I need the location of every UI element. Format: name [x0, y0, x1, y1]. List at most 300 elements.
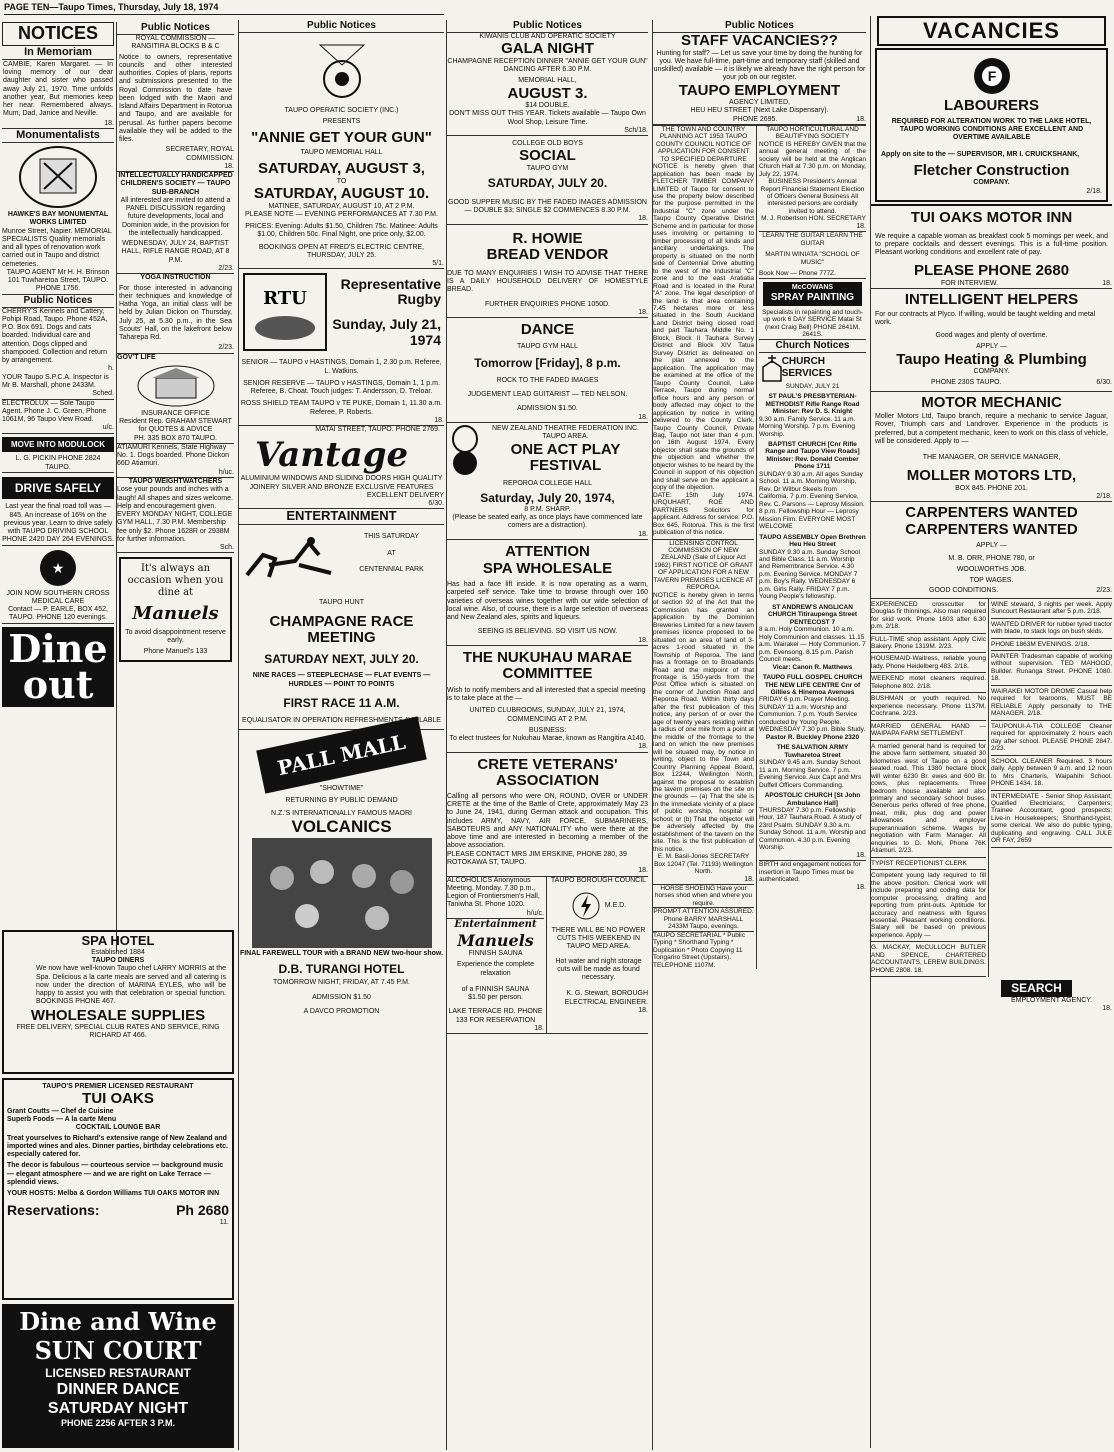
spa-wholesale-text: Has had a face lift inside. It is now operating as a warm, carpeted self service. Take time to browse through over 160 varieties of overseas wines together with our wide selection of local wine. Also, of course, there is a large selection of overseas and New Zealand ales, spirits and liqueurs.	[447, 581, 648, 622]
dinewine-line2: SUN COURT	[34, 1335, 202, 1365]
monument-crest-icon	[18, 145, 98, 209]
apostolic-ref: 18.	[759, 852, 866, 861]
yoga-ref: 2/23.	[117, 344, 234, 353]
left-classified-item: HOUSEMAID-Waitress, reliable young lady. Phone Heidelberg 483. 2/18.	[871, 653, 986, 673]
col6-classifieds	[871, 599, 1112, 978]
social-supper: GOOD SUPPER MUSIC BY THE FADED IMAGES ADMISSION — DOUBLE $3; SINGLE $2 COMMENCES 8.30 P.M.	[448, 198, 647, 215]
race-at: AT	[387, 549, 396, 557]
lake-terrace-ref: 18.	[534, 1024, 544, 1032]
tui-superb: Superb Foods — A la carte Menu	[7, 1116, 117, 1123]
vantage-addr: MATAI STREET, TAUPO. PHONE 2769.	[315, 426, 440, 434]
tui-premier: TAUPO'S PREMIER LICENSED RESTAURANT	[42, 1083, 194, 1090]
seeing: SEEING IS BELIEVING. SO VISIT US NOW.	[477, 628, 618, 636]
handicapped-date: WEDNESDAY, JULY 24, BAPTIST HALL, RIFLE RANGE ROAD, AT 8 P.M.	[121, 240, 230, 264]
handicapped-title: INTELLECTUALLY HANDICAPPED CHILDREN'S SOCIETY — TAUPO SUB-BRANCH	[118, 172, 233, 196]
heating-company: COMPANY.	[973, 368, 1010, 376]
gospel: TAUPO FULL GOSPEL CHURCH THE NEW LIFE CENTRE Cnr of Gillies & Hinemoa Avenues	[762, 674, 863, 696]
carp-apply: APPLY —	[976, 542, 1007, 550]
right-classified-item: INTERMEDIATE - Senior Shop Assistant; Qualified Electricians; Carpenters; Trainee Accountant, good prospects; Live-in Housekeepers; Shorthand-typist, some clerical. We also do public typing, duplicating and engraving. CALL JULE OR FAY, 2659	[991, 791, 1112, 848]
finnish-sauna: FINNISH SAUNA	[468, 950, 523, 958]
col6-classifieds-left	[871, 599, 989, 978]
bread-enquiries: FURTHER ENQUIRIES PHONE 1050D.	[484, 300, 611, 308]
fletcher-logo-icon	[972, 56, 1012, 96]
gala-ref: Sch/18.	[447, 127, 648, 136]
rugby-senior: SENIOR — TAUPO v HASTINGS, Domain 1, 2.30 p.m. Referee, L. Watkins.	[241, 359, 442, 375]
winiata: MARTIN WINIATA "SCHOOL OF MUSIC"	[765, 251, 860, 266]
race-hunt: TAUPO HUNT	[319, 599, 364, 607]
handicapped-text: All interested are invited to attend a PANEL DISCUSSION regarding future developments, local and Dominion wide, in the provision for the intellectually handicapped.	[120, 196, 231, 237]
guitar: LEARN THE GUITAR LEARN THE GUITAR	[762, 232, 863, 247]
race-sat-next: SATURDAY NEXT, JULY 20.	[264, 651, 419, 666]
public-notices-title: Public Notices	[2, 295, 114, 308]
royal-title: ROYAL COMMISSION — RANGITIRA BLOCKS B & C	[131, 35, 220, 51]
monument-name: HAWKE'S BAY MONUMENTAL WORKS LIMITED	[7, 211, 109, 227]
birth-notice: BIRTH and engagement notices for insertion in Taupo Times must be authenticated.	[759, 861, 861, 884]
spa-hotel-ad	[2, 930, 234, 1074]
rugby-date: Sunday, July 21, 1974	[332, 316, 441, 348]
social-date: SATURDAY, JULY 20.	[487, 176, 608, 191]
heating-phone: PHONE 230S TAUPO.	[931, 379, 1002, 387]
labourers: LABOURERS	[943, 97, 1039, 115]
theatre-header	[447, 423, 648, 477]
column-1	[2, 22, 114, 822]
show-please-note: PLEASE NOTE — EVENING PERFORMANCES AT 7.30 P.M.	[245, 210, 438, 218]
insurance-title: INSURANCE OFFICE	[141, 409, 210, 417]
royal-text: Notice to owners, representative councils and other interested authorities. Copies of plans, reports and submissions presented to the Royal Commission to date have been lodged with the Maori and Island Affairs Department in Rotorua and Taupo, and are available for perusal. As further papers become available they will be added to the files.	[119, 53, 232, 143]
column-5	[652, 20, 866, 1450]
drive-text: Last year the final road toll was — 845. An increase of 16% on the previous year. Learn to drive safely with TAUPO DRIVING SCHOOL PHONE 2420 DAY 264 EVENINGS.	[2, 503, 114, 545]
carp-top-wages: TOP WAGES.	[969, 577, 1014, 585]
town-date: DATE: 15th July 1974. URQUHART, ROE AND PARTNERS Solicitors for applicant. Address for service: P.O. Box 645, Rotorua. This is the first publication of this notice.	[653, 491, 754, 537]
med-block	[549, 891, 648, 921]
col5-left	[653, 126, 757, 969]
spa-established: Established 1884	[91, 948, 145, 956]
carpenters-2: CARPENTERS WANTED	[905, 520, 1078, 538]
rugby-title: Representative Rugby	[340, 275, 441, 307]
left-classified-item: MARRIED GENERAL HAND — WAIPAPA FARM SETTLEMENT	[871, 721, 986, 741]
crete-contact: PLEASE CONTACT MRS JIM ERSKINE, PHONE 280, 39 ROTOKAWA ST, TAUPO.	[447, 850, 627, 866]
atiamuri-notice: ATIAMURI Kennels, State Highway No. 1. Dogs boarded. Phone Dickon 66D Atiamuri.	[117, 443, 230, 468]
column-6	[870, 16, 1112, 1448]
tui-ref: 11.	[219, 1219, 229, 1227]
turangi-admission: ADMISSION $1.50	[312, 993, 371, 1001]
st-pauls-text: 9.30 a.m. Family Service. 11 a.m. Morning Worship. 7 p.m. Evening Worship.	[759, 415, 856, 438]
rugby-reserve: SENIOR RESERVE — TAUPO v HASTINGS, Domain 1, 1 p.m. Referee, B. Choat. Touch judges: T. Andersson, D. Treloar.	[243, 379, 440, 396]
play-eight: 8 P.M. SHARP.	[524, 505, 571, 513]
horse-shoeing: HORSE SHOEING Have your horses shod when and where you require.	[654, 885, 753, 907]
gala-night: GALA NIGHT	[501, 40, 594, 58]
assembly-text: SUNDAY 9.30 a.m. Sunday School and Bible Class. 11 a.m. Worship and Remembrance Service. 4.30 p.m. Evening Service. MONDAY 7 p.m. Boy's Rally. WEDNESDAY 6 p.m. Girls Rally. FRIDAY 7 p.m. Young People's fellowship.	[759, 548, 860, 601]
fletcher-company: COMPANY.	[973, 179, 1010, 187]
church-icon	[759, 353, 782, 383]
assembly: TAUPO ASSEMBLY Open Brethren Heu Heu Street	[759, 533, 866, 549]
apostolic: APOSTOLIC CHURCH [St John Ambulance Hall]	[764, 792, 861, 807]
right-classified-item: PHONE 1863M EVENINGS. 2/18.	[991, 639, 1112, 651]
in-memoriam-text: CAMBIE, Karen Margaret. — In loving memory of our dear daughter and sister who passed away July 21, 1970. Time unfolds another year, But memories keep her near. Remembered always. Mum, Dad, Janice and Neville.	[3, 60, 113, 118]
col3-header: Public Notices	[239, 20, 444, 33]
intelligent-text: For our contracts at Plyco. If willing, would be taught welding and metal work.	[875, 310, 1096, 326]
one-act: ONE ACT PLAY FESTIVAL	[510, 440, 621, 475]
staff-phone: PHONE 2695.	[733, 115, 778, 123]
wholesale-text: FREE DELIVERY, SPECIAL CLUB RATES AND SERVICE, RING RICHARD AT 466.	[16, 1023, 220, 1040]
svg-text:★: ★	[51, 559, 65, 576]
licensing-title: LICENSING CONTROL COMMISSION OF NEW ZEALAND (Sale of Liquor Act 1962) FIRST NOTICE OF GRANT OF APPLICATION FOR A NEW TAVERN PREMISES LICENCE AT REPOROA.	[653, 539, 754, 592]
nukuhau-united: UNITED CLUBROOMS, SUNDAY, JULY 21, 1974, COMMENCING AT 2 P.M.	[469, 707, 626, 723]
bread-ref: 18.	[447, 309, 648, 318]
med: M.E.D.	[604, 901, 627, 909]
annie-show: "ANNIE GET YOUR GUN"	[251, 128, 432, 146]
social: SOCIAL	[519, 147, 576, 165]
crete-text: Calling all persons who were ON, ROUND, OVER or UNDER CRETE at the time of the Battle of Crete, approximately May 23 to June 24, 1941, during German attack and occupation. This includes ARMY, NAVY, AIR FORCE, SUBMARINERS, SABOTEURS and ANY NATIONALITY who were there at the above time and are interested in becoming a member of the above association.	[447, 792, 648, 850]
tui-oaks-vacancy: TUI OAKS MOTOR INN	[871, 204, 1112, 227]
church-sunday: SUNDAY, JULY 21	[785, 382, 840, 390]
of-a: of a FINNISH SAUNA	[461, 985, 530, 993]
tui-decor: The decor is fabulous — courteous service — background music — elegant atmosphere — and we are right on Lake Terrace — splendid views.	[7, 1162, 224, 1186]
carp-good-cond: GOOD CONDITIONS.	[929, 587, 999, 595]
weightwatchers-title: TAUPO WEIGHTWATCHERS	[128, 478, 223, 486]
electrolux-notice: ELECTROLUX — Sole Taupo Agent. Phone J. C. Green, Phone 1061M, 96 Taupo View Road.	[2, 399, 107, 424]
taupo-heating: Taupo Heating & Plumbing	[896, 350, 1087, 368]
fletcher-ref: 2/18.	[1086, 187, 1102, 195]
spca-ref: Sched.	[2, 390, 114, 399]
govt-life-title: GOV'T LIFE	[117, 353, 156, 361]
birth-ref: 18.	[856, 883, 866, 891]
race-champagne: CHAMPAGNE RACE MEETING	[269, 612, 414, 647]
search-banner: SEARCH	[1001, 980, 1072, 996]
labourers-ad	[875, 48, 1108, 202]
entertainment-title: ENTERTAINMENT	[239, 509, 444, 525]
operatic-name: TAUPO OPERATIC SOCIETY (INC.)	[284, 107, 399, 114]
in-memoriam-title: In Memoriam	[2, 46, 114, 60]
show-date1: SATURDAY, AUGUST 3,	[258, 160, 425, 178]
cross-text: JOIN NOW SOUTHERN CROSS MEDICAL CARE	[6, 589, 110, 605]
salvation-text: SUNDAY 9.45 a.m. Sunday School. 11 a.m. Morning Service. 7 p.m. Evening Service. Aux Capt and Mrs Duffell Officers Commanding.	[759, 759, 862, 789]
nukuhau: THE NUKUHAU MARAE COMMITTEE	[462, 648, 633, 683]
licensing-sign: E. M. Basil-Jones SECRETARY Box 12047 (Tel. 71193) Wellington North.	[654, 853, 753, 876]
column-3	[238, 20, 444, 1450]
left-classified-item: A married general hand is required for the above farm settlement, situated 30 kilometres west of Taupo on a good sealed road. This 1380 hectare block will winter 6230 Br. ewes and 600 Br. cows, plus replacements. Three bedroom house available and also primary and secondary school buses. Generous perks offered of free phone, meat, milk, plus dog and power allowances and employer superannuation scheme. Wages by negotiation with Farm Manager. All enquiries to D. Mohi, Phone 76K Atiamuri. 2/23.	[871, 741, 986, 858]
pallmall-logo: PALL MALL	[256, 716, 427, 793]
play-please: (Please be seated early, as once plays have commenced late comers are a distraction).	[452, 514, 643, 530]
st-pauls: ST PAUL'S PRESBYTERIAN-METHODIST Rifle Range Road Minister: Rev D. S. Knight	[765, 393, 860, 416]
col5-split	[653, 126, 866, 969]
theatre-masks-icon	[447, 423, 483, 477]
spca-notice: YOUR Taupo S.P.C.A. Inspector is Mr B. Marshall, phone 2433M.	[2, 373, 109, 389]
stewart-ref: 18.	[638, 1006, 648, 1014]
cherrys-notice: CHERRY'S Kennels and Cattery, Pohipi Road, Taupo. Phone 452A, P.O. Box 691. Dogs and cats boarded. Individual care and attention. Dogs clipped and shampooed. Collection and return by arrangement.	[2, 307, 108, 365]
hort-sign: M. J. Robertson HON. SECRETARY	[761, 215, 866, 223]
tui-interview-row	[871, 280, 1112, 289]
dine-out-line2: out	[22, 661, 94, 707]
apply-heating: APPLY —	[976, 343, 1007, 351]
search-agency: EMPLOYMENT AGENCY.	[1010, 996, 1093, 1004]
weightwatchers-ref: Sch.	[117, 544, 234, 553]
column-4	[446, 20, 648, 1450]
borough-council: TAUPO BOROUGH COUNCIL	[550, 876, 647, 884]
monumentalists-title: Monumentalists	[2, 129, 114, 143]
mccowans-banner	[763, 282, 862, 306]
cross-contact: Contact — P. EARLE, BOX 452, TAUPO. PHONE 120 evenings.	[2, 606, 114, 624]
vantage-text: ALUMINIUM WINDOWS AND SLIDING DOORS HIGH QUALITY JOINERY SILVER AND BRONZE EXCLUSIVE FEATURES	[240, 475, 443, 491]
insurance-phone: PH. 335 BOX 870 TAUPO.	[117, 435, 234, 444]
dinewine-line5: SATURDAY NIGHT	[47, 1400, 189, 1418]
race-header	[239, 525, 444, 595]
theatre-title	[483, 425, 648, 475]
dance-ref: 18.	[447, 414, 648, 423]
rugby-title-block	[328, 277, 441, 349]
hort-ref: 18.	[759, 223, 866, 232]
col4-bottom	[447, 877, 648, 1035]
show-matinee: MATINEE, SATURDAY, AUGUST 10, AT 2 P.M.	[268, 202, 415, 210]
horticultural: TAUPO HORTICULTURAL AND BEAUTIFYING SOCIETY	[766, 125, 859, 141]
carp-orr: M. B. ORR, PHONE 780, or	[948, 554, 1035, 562]
left-classified-item: WEEKEND motel cleaners required. Telephone 802. 2/18.	[871, 673, 986, 693]
motor-mechanic: MOTOR MECHANIC	[921, 393, 1062, 411]
town-text: NOTICE is hereby given that application has been made by FLETCHER TIMBER COMPANY LIMITED of Taupo for consent to use the property below described for the purpose permitted in the Industrial "C" zone under the Taupo County Operative District Scheme and in particular for those uses involving or pertaining to timber processing of all kinds and ancillary undertakings. The property is situated on the north side of Centennial Drive abutting to the west of the Industrial "C" zone and to the east Aratiatia Road and is located in the Rural "A" zone. The legal description of the land is that area containing 7.45 hectares more or less situated in the South Auckland Land District being closed road and part Tauhara Middle No. 1 Block, Block II Tauhara Survey District and Block XIV Tatua Survey District as delineated on the plan annexed to the application. The application may be examined at the office of the Taupo County Council, Lake Terrace, Taupo during normal office hours and any person or body affected may object to the application by notice in writing delivered to the County Clerk, Taupo County Council, Private Bag, Taupo not later than 4 p.m. on 16th August 1974. Every objector shall state the grounds of the objection and whether the objector wishes to be heard by the Council in support of his objection and shall serve on the applicant a copy of the objection.	[653, 163, 754, 492]
operatic-society-logo-icon	[312, 35, 372, 105]
fletcher: Fletcher Construction	[913, 161, 1070, 179]
howie: R. HOWIE	[512, 229, 583, 247]
staff-ref: 18.	[856, 115, 866, 123]
tui-cocktail: COCKTAIL LOUNGE BAR	[75, 1124, 161, 1132]
nukuhau-elect: To elect trustees for Nukuhau Marae, known as Rangitira A140.	[449, 735, 646, 743]
tui-vac-ref: 18.	[1102, 279, 1112, 287]
right-classified-item: WAIRAKEI MOTOR DROME Casual help required for tearooms. MUST BE RELIABLE Apply personally to THE MANAGER. 2/18.	[991, 686, 1112, 721]
electrolux-ref: u/c.	[2, 424, 114, 433]
good-wages: Good wages and plenty of overtime.	[935, 332, 1048, 340]
please-phone: PLEASE PHONE 2680	[913, 262, 1070, 280]
spray-text: Specialists in repainting and touch-up work 6 DAY SERVICE Matai St (next Craig Bell) PHONE 2641M, 2641S.	[759, 309, 866, 340]
dinewine-line6: PHONE 2256 AFTER 3 P.M.	[60, 1418, 176, 1429]
nukuhau-ref: 18.	[447, 743, 648, 752]
apostolic-text: THURSDAY 7.30 p.m. Fellowship Hour, 187 Tauhara Road. A study of 23rd Psalm. SUNDAY 9.30 a.m. Sunday School. 11 a.m. Worship and Communion. 4.30 p.m. Evening Worship.	[759, 807, 866, 852]
show-date2: SATURDAY, AUGUST 10.	[253, 185, 430, 202]
vicar: Vicar: Canon R. Matthews	[772, 663, 853, 671]
govt-life-building-icon	[136, 364, 216, 408]
spray-painting: SPRAY PAINTING	[770, 291, 855, 303]
tui-name: TUI OAKS	[82, 1090, 154, 1108]
spa-wholesale: SPA WHOLESALE	[482, 559, 613, 577]
cherrys-ref: h.	[108, 365, 114, 373]
employment-heu: HEU HEU STREET (Next Lake Dispensary).	[690, 107, 829, 115]
masthead: PAGE TEN—Taupo Times, Thursday, July 18, 1974	[4, 2, 444, 15]
crete: CRETE VETERANS' ASSOCIATION	[477, 755, 618, 790]
taupo-employment: TAUPO EMPLOYMENT	[678, 81, 841, 99]
race-equalisator: EQUALISATOR IN OPERATION REFRESHMENTS AVAILABLE	[239, 717, 444, 730]
dinewine-line4: DINNER DANCE	[56, 1380, 180, 1398]
tui-grant: Grant Coutts — Chef de Cuisine	[7, 1107, 114, 1115]
royal-ref: 18.	[117, 163, 234, 172]
staff-vacancies: STAFF VACANCIES??	[681, 32, 838, 49]
baptist-text: SUNDAY 9.30 a.m. All ages Sunday School. 11 a.m. Morning Worship, Rev. Dr Wilbur Skeels from California. 7 p.m. Evening Service, Rev. C. Parsons — Leprosy Mission. 8 p.m. Fellowship Hour — Leprosy Mission Film. EVERYONE MOST WELCOME	[759, 470, 865, 531]
spa-text: We now have well-known Taupo chef LARRY MORRIS at the Spa. Delicious a la carte meals are served and all catering is now under the direction of MARINA EYLES, who will be happy to assist you with that celebration or special function. BOOKINGS PHONE 467.	[36, 965, 226, 1006]
carp-ref: 2/23.	[1096, 587, 1112, 595]
spa-diners: TAUPO DINERS	[91, 957, 145, 965]
col4-bottom-right	[547, 877, 648, 1034]
dine-out-banner	[2, 627, 114, 707]
col5-right	[757, 126, 866, 969]
st-andrews-text: 8 a.m. Holy Communion. 10 a.m. Holy Communion and classes. 11.15 a.m. Wairakei — Holy Communion. 7 p.m. Evensong. 8.15 p.m. Parish Council meets.	[759, 626, 866, 664]
labourers-text: REQUIRED FOR ALTERATION WORK TO THE LAKE HOTEL, TAUPO WORKING CONDITIONS ARE EXCELLENT AND OVERTIME AVAILABLE	[891, 117, 1092, 142]
manuels-logo: Manuels	[132, 603, 219, 625]
showtime: "SHOWTIME"	[319, 785, 364, 792]
social-gym: TAUPO GYM	[526, 164, 569, 172]
rugby-header	[239, 269, 444, 355]
hort-business: BUSINESS President's Annual Report Financial Statement Election of Officers General Business All interested persons are cordially invited to attend.	[760, 178, 865, 215]
left-classified-item: EXPERIENCED crosscutter for Douglas fir thinnings. Also man required for skid work. Phone 1603 after 6.30 p.m. 2/18.	[871, 599, 986, 634]
rugby-ref: 18.	[239, 417, 444, 426]
nukuhau-business: BUSINESS:	[528, 726, 567, 734]
gala-aug3: AUGUST 3.	[507, 84, 588, 102]
volcanics: VOLCANICS	[291, 816, 392, 836]
bread-vendor: BREAD VENDOR	[486, 246, 609, 264]
left-classified-item: FULL-TIME shop assistant. Apply Civic Bakery. Phone 1319M. 2/23.	[871, 634, 986, 654]
show-ref: 5/1.	[239, 260, 444, 269]
turangi: D.B. TURANGI HOTEL	[278, 961, 405, 976]
stewart: K. G. Stewart, BOROUGH ELECTRICAL ENGINEER.	[564, 990, 648, 1006]
show-venue: TAUPO MEMORIAL HALL	[300, 149, 383, 156]
volcanics-band-photo	[252, 838, 432, 948]
southern-cross-icon	[38, 548, 78, 588]
search-ref: 18.	[1102, 1004, 1112, 1012]
modulock-text: L. G. PICKIN PHONE 2824 TAUPO.	[2, 455, 114, 473]
heating-ref: 6/30.	[1096, 379, 1112, 387]
employment-agency: AGENCY LIMITED,	[729, 99, 790, 106]
manuels-ad	[119, 557, 232, 661]
tui-phone: Ph 2680	[176, 1202, 229, 1219]
heating-phone-row	[871, 376, 1112, 391]
vantage-ref: 6/30.	[239, 500, 444, 509]
atiamuri-ref: h/uc.	[117, 469, 234, 478]
alcoholics-ref: h/u/c.	[447, 910, 544, 919]
dance-judgement: JUDGEMENT LEAD GUITARIST — TED NELSON.	[467, 391, 628, 399]
col4-header: Public Notices	[447, 20, 648, 33]
vantage-logo: Vantage	[255, 434, 409, 475]
bread-text: DUE TO MANY ENQUIRIES I WISH TO ADVISE THAT THERE IS A DAILY HOUSEHOLD DELIVERY OF HOMESTYLE BREAD.	[447, 269, 648, 294]
race-centennial: CENTENNIAL PARK	[359, 565, 424, 573]
show-prices: PRICES: Evening: Adults $1.50, Children 75c. Matinee: Adults $1.00, Children 50c. Final Night, one price only, $2.00.	[245, 223, 438, 239]
in-memoriam-ref: 18.	[2, 120, 114, 129]
tui-hosts: YOUR HOSTS: Melba & Gordon Williams TUI OAKS MOTOR INN	[7, 1190, 220, 1197]
dinewine-line1: Dine and Wine	[19, 1307, 217, 1336]
svg-text:F: F	[987, 68, 996, 85]
monument-agent: TAUPO AGENT Mr H. H. Brinson 101 Tuwharetoa Street, TAUPO. PHONE 1756.	[2, 269, 114, 295]
rugby-ross: ROSS SHIELD TEAM TAUPO v TE PUKE, Domain 1, 11.30 a.m. Referee, P. Roberts.	[240, 400, 443, 416]
left-classified-item: Competent young lady required to fill the above position. Clerical work will include preparing and coding data for computer processing, drafting and reporting from print-outs. Aptitude for accuracy and neatness with figures essential. Pleasant working conditions. Salary will be based on previous experience. Apply —	[871, 870, 986, 942]
tui-oaks-ad	[2, 1078, 234, 1300]
for-interview: FOR INTERVIEW.	[941, 279, 999, 287]
manuels-book: To avoid disappointment reserve early.	[125, 629, 226, 645]
col4-bottom-left	[447, 877, 547, 1034]
right-classified-item: SCHOOL CLEANER Required. 3 hours daily. Apply between 9 a.m. and 12 noon to Mrs Charteris, Waipahihi School. PHONE 1434. 18.	[991, 756, 1112, 791]
moller-ref: 2/18.	[871, 493, 1112, 502]
turangi-tomorrow: TOMORROW NIGHT, FRIDAY, AT 7.45 P.M.	[273, 979, 410, 987]
nukuhau-text: Wish to notify members and all interested that a special meeting is to take place at the —	[447, 686, 646, 703]
column-2	[116, 22, 234, 952]
licensing-text: NOTICE is hereby given in terms of section 92 of the Act that the Commission has granted an application by the Dominion Breweries Limited for a new tavern premises licence proposed to be situated on an area of land of 3-acres 1-rood situated in the Township of Reporoa. The land has a frontage on to Broadlands Road and the midpoint of that frontage is 150-yards from the Post Office which is situated on the corner of Junction Road and Reporoa Road. Within thirty days after the first publication of this notice, any person of or over the age of twenty years residing within a radius of one mile from a point at the middle of the frontage to the land on which the new premises will be situated may, by notice in writing, object to the Town and Country Planning Appeal Board, Box 12244, Wellington North, against the proposal to establish the tavern premises on the site on the grounds — (a) That the site is in the immediate vicinity of a place of public worship, hospital or school; or (b) That the objector will be adversely affected by the establishment of the tavern on the site. This is the first publication of this notice.	[653, 591, 754, 853]
notices-title: NOTICES	[2, 22, 114, 46]
farewell: FINAL FAREWELL TOUR with a BRAND NEW two-hour show.	[239, 950, 444, 958]
drive-safely-banner: DRIVE SAFELY	[2, 477, 114, 499]
college-old-boys: COLLEGE OLD BOYS	[512, 140, 583, 148]
right-classified-item: PAINTER Tradesman capable of working without supervision. TED MAHOOD, Builder. Runanga Street. PHONE 1080. 18.	[991, 651, 1112, 686]
play-date: Saturday, July 20, 1974,	[480, 491, 615, 506]
race-this-saturday: THIS SATURDAY	[364, 533, 419, 541]
moller-text: Moller Motors Ltd, Taupo branch, require a mechanic to service Jaguar, Rover, Triumph cars and Landrover. Experience in the products is preferred, but a competent mechanic, keen to work on this class of vehicle, will be considered. Apply to —	[875, 413, 1108, 445]
play-reporoa: REPOROA COLLEGE HALL	[502, 479, 593, 487]
dance-tomorrow: Tomorrow [Friday], 8 p.m.	[474, 355, 621, 370]
gala-dont-miss: DON'T MISS OUT THIS YEAR. Tickets available — Taupo Own Wool Shop, Leisure Time.	[449, 110, 646, 126]
right-classified-item: TAUPONUI-A-TIA COLLEGE Cleaner required for approximately 2 hours each day after school. PLEASE PHONE 2847. 2/23.	[991, 721, 1112, 756]
moller-manager: THE MANAGER, OR SERVICE MANAGER,	[922, 454, 1061, 462]
tui-reservations: Reservations:	[7, 1202, 100, 1219]
hort-text: NOTICE IS HEREBY GIVEN that the annual general meeting of the society will be held at the Anglican Church Hall at 7.30 p.m. on Monday, July 22, 1974.	[759, 140, 866, 178]
attention: ATTENTION	[505, 543, 590, 561]
manuels-top: It's always an occasion when you dine at	[127, 563, 224, 599]
gala-double: $14 DOUBLE.	[525, 102, 570, 109]
public-notices-title-2: Public Notices	[117, 22, 234, 35]
hot-water: Hot water and night storage cuts will be made as found necessary.	[555, 957, 642, 982]
alcoholics: ALCOHOLICS Anonymous Meeting. Monday. 7.30 p.m., Legion of Frontiersmen's Hall, Taniwha St. Phone 1020.	[447, 876, 540, 909]
wholesale-title: WHOLESALE SUPPLIES	[30, 1006, 206, 1024]
spa-title: SPA HOTEL	[81, 933, 155, 948]
kiwanis: KIWANIS CLUB AND OPERATIC SOCIETY	[479, 33, 616, 40]
no-cuts: THERE WILL BE NO POWER CUTS THIS WEEKEND IN TAUPO MED AREA.	[551, 926, 646, 951]
moller-motors: MOLLER MOTORS LTD,	[906, 467, 1077, 485]
right-classified-item: WINE steward, 3 nights per week. Apply Suncourt Restaurant after 5 p.m. 2/18.	[991, 599, 1112, 619]
race-first: FIRST RACE 11 A.M.	[283, 695, 400, 710]
apply-site: Apply on site to the — SUPERVISOR, MR I. CRUICKSHANK,	[881, 150, 1080, 158]
left-classified-item: BUSHMAN or youth required. No experience necessary. Phone 1137M, Cochrane. 2/23.	[871, 693, 986, 720]
dance: DANCE	[520, 321, 575, 339]
racehorses-icon	[239, 525, 339, 595]
salvation: THE SALVATION ARMY Tuwharetoa Street	[776, 744, 849, 759]
rugby-logo-icon	[242, 272, 328, 352]
svg-text:RTU: RTU	[263, 288, 307, 310]
vacancies-title: VACANCIES	[877, 16, 1106, 46]
book-now: Book Now — Phone 777Z.	[759, 270, 866, 278]
returning: RETURNING BY PUBLIC DEMAND	[285, 797, 398, 805]
play-ref: 18.	[447, 531, 648, 540]
church-services: CHURCH SERVICES	[781, 355, 833, 379]
dine-and-wine-ad	[2, 1304, 234, 1448]
race-header-text	[339, 525, 444, 595]
tui-reservations-row	[7, 1202, 229, 1219]
manuels-phone: Phone Manuel's 133	[143, 647, 208, 655]
med-lightning-icon	[571, 891, 601, 921]
licensing-ref: 18.	[653, 876, 754, 885]
insurance-text: Resident Rep. GRAHAM STEWART for QUOTES & ADVICE	[119, 418, 232, 434]
social-ref: 18.	[447, 215, 648, 224]
intelligent-helpers: INTELLIGENT HELPERS	[904, 291, 1079, 309]
per-person: $1.50 per person.	[468, 994, 523, 1002]
left-classified-item: TYPIST RECEPTIONIST CLERK	[871, 858, 986, 870]
gospel-text: FRIDAY 6 p.m. Prayer Meeting. SUNDAY 11 a.m. Worship and Communion. 7 p.m. Youth Service conducted by Young People. WEDNESDAY 7.30 p.m. Bible Study.	[759, 696, 866, 734]
church-header	[759, 353, 866, 383]
col6-classifieds-right	[989, 599, 1112, 978]
theatre-fed: NEW ZEALAND THEATRE FEDERATION INC. TAUPO AREA.	[491, 425, 639, 441]
experience: Experience the complete relaxation	[456, 961, 535, 977]
horse-attn: PROMPT ATTENTION ASSURED. Phone BARRY MARSHALL 2433M Taupo, evenings.	[653, 908, 754, 931]
lake-terrace: LAKE TERRACE RD. PHONE 133 FOR RESERVATION	[448, 1008, 543, 1024]
mccowans: McCOWANS	[791, 283, 834, 291]
staff-phone-row	[653, 116, 866, 126]
entertainment-small: Entertainment	[454, 918, 537, 930]
right-classified-item: WANTED DRIVER for rubber tyred tractor with blade, to stack logs on bush skids.	[991, 619, 1112, 639]
st-andrews: ST ANDREW'S ANGLICAN CHURCH Titiraupenga Street PENTECOST 7	[767, 603, 858, 626]
spa-wholesale-ref: 18.	[447, 637, 648, 646]
dance-venue: TAUPO GYM HALL	[517, 342, 578, 350]
